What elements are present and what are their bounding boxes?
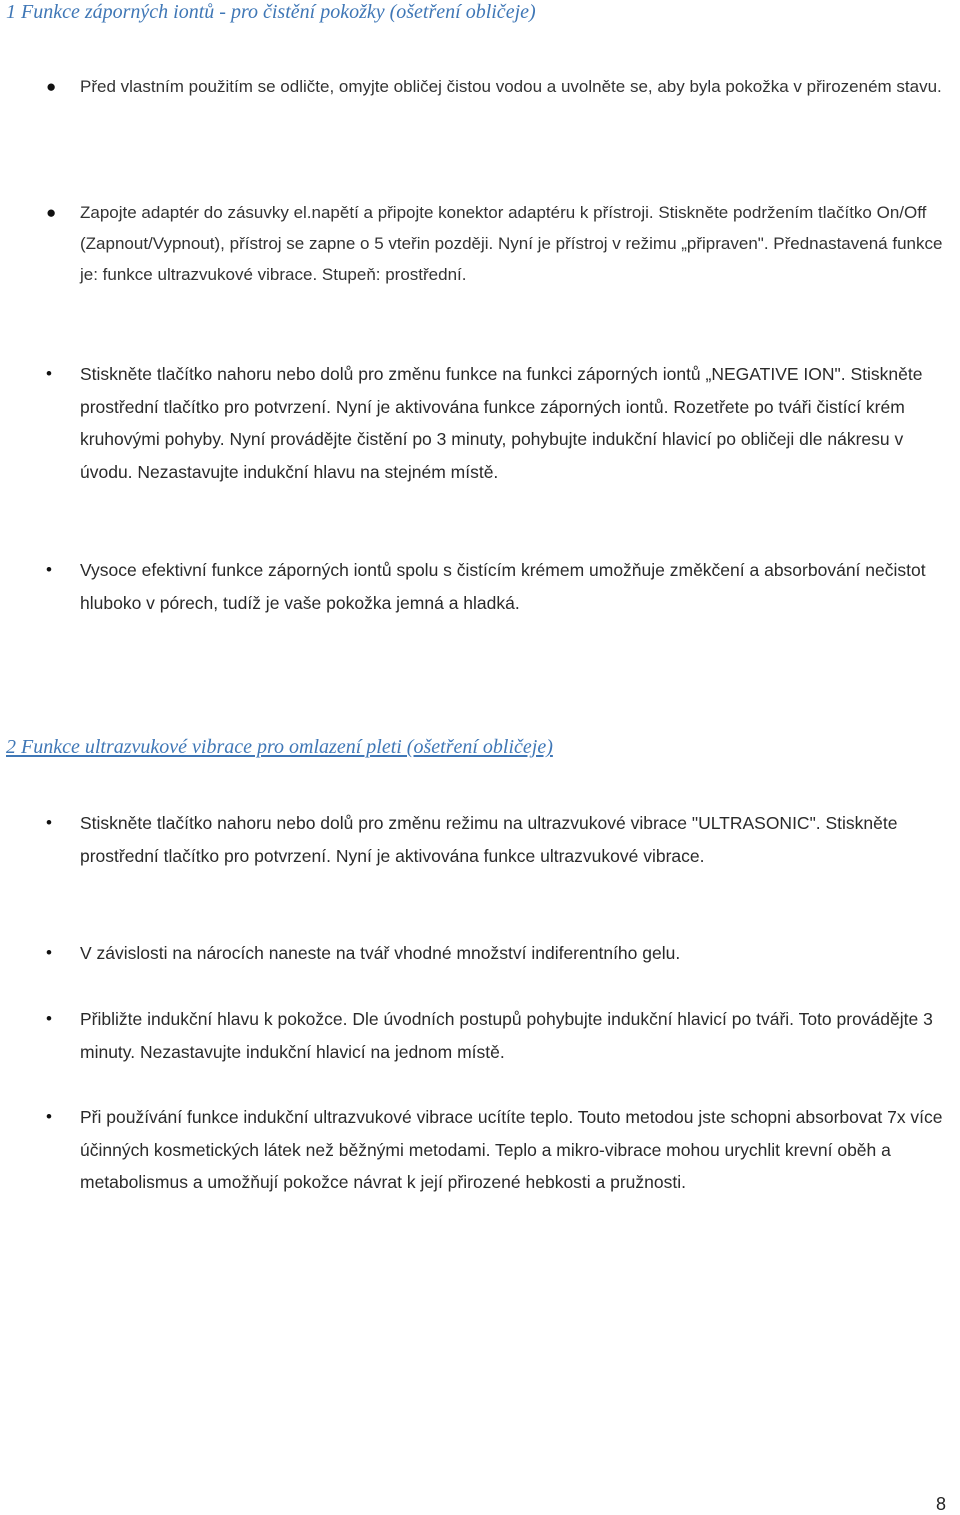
bullet-text: Přibližte indukční hlavu k pokožce. Dle úvodních postupů pohybujte indukční hlavicí po tváři. Toto provádějte 3 minuty. Nezastavujte indukční hlavicí na jednom místě. bbox=[80, 1009, 933, 1062]
page-number: 8 bbox=[935, 1494, 946, 1514]
bullet-text: Zapojte adaptér do zásuvky el.napětí a připojte konektor adaptéru k přístroji. Stiskněte podržením tlačítko On/Off (Zapnout/Vypnout), přístroj se zapne o 5 vteřin později. Nyní je přístroj v režimu „připraven". Přednastavená funkce je: funkce ultrazvukové vibrace. Stupeň: prostřední. bbox=[80, 203, 943, 284]
bullet-text: V závislosti na nárocích naneste na tvář vhodné množství indiferentního gelu. bbox=[80, 943, 681, 963]
section-1-bullet-2 bbox=[46, 197, 956, 290]
bullet-dot-icon: ● bbox=[46, 203, 57, 222]
section-2-bullet-4 bbox=[46, 1101, 956, 1199]
bullet-dot-icon: • bbox=[46, 813, 52, 832]
section-2-bullet-2 bbox=[46, 937, 956, 970]
bullet-dot-icon: • bbox=[46, 1009, 52, 1028]
bullet-dot-icon: • bbox=[46, 943, 52, 962]
bullet-dot-icon: ● bbox=[46, 77, 57, 96]
bullet-text: Před vlastním použitím se odličte, omyjte obličej čistou vodou a uvolněte se, aby byla pokožka v přirozeném stavu. bbox=[80, 77, 942, 96]
section-2-bullet-1 bbox=[46, 807, 956, 872]
bullet-dot-icon: • bbox=[46, 1107, 52, 1126]
section-1-bullet-4 bbox=[46, 554, 956, 619]
section-1-heading: 1 Funkce záporných iontů - pro čistění pokožky (ošetření obličeje) bbox=[6, 1, 536, 23]
section-1-bullet-3 bbox=[46, 358, 956, 488]
bullet-text: Stiskněte tlačítko nahoru nebo dolů pro změnu funkce na funkci záporných iontů „NEGATIVE ION". Stiskněte prostřední tlačítko pro potvrzení. Nyní je aktivována funkce záporných iontů. Rozetřete po tváři čistící krém kruhovými pohyby. Nyní provádějte čistění po 3 minuty, pohybujte indukční hlavicí po obličeji dle nákresu v úvodu. Nezastavujte indukční hlavu na stejném místě. bbox=[80, 364, 923, 482]
section-1-bullet-1 bbox=[46, 71, 956, 102]
section-2-heading: 2 Funkce ultrazvukové vibrace pro omlazení pleti (ošetření obličeje) bbox=[6, 736, 553, 758]
bullet-text: Vysoce efektivní funkce záporných iontů spolu s čistícím krémem umožňuje změkčení a absorbování nečistot hluboko v pórech, tudíž je vaše pokožka jemná a hladká. bbox=[80, 560, 926, 613]
bullet-dot-icon: • bbox=[46, 560, 52, 579]
bullet-text: Při používání funkce indukční ultrazvukové vibrace ucítíte teplo. Touto metodou jste schopni absorbovat 7x více účinných kosmetických látek než běžnými metodami. Teplo a mikro-vibrace mohou urychlit krevní oběh a metabolismus a umožňují pokožce návrat k její přirozené hebkosti a pružnosti. bbox=[80, 1107, 943, 1192]
section-2-bullet-3 bbox=[46, 1003, 956, 1068]
bullet-text: Stiskněte tlačítko nahoru nebo dolů pro změnu režimu na ultrazvukové vibrace "ULTRASONIC". Stiskněte prostřední tlačítko pro potvrzení. Nyní je aktivována funkce ultrazvukové vibrace. bbox=[80, 813, 898, 866]
bullet-dot-icon: • bbox=[46, 364, 52, 383]
